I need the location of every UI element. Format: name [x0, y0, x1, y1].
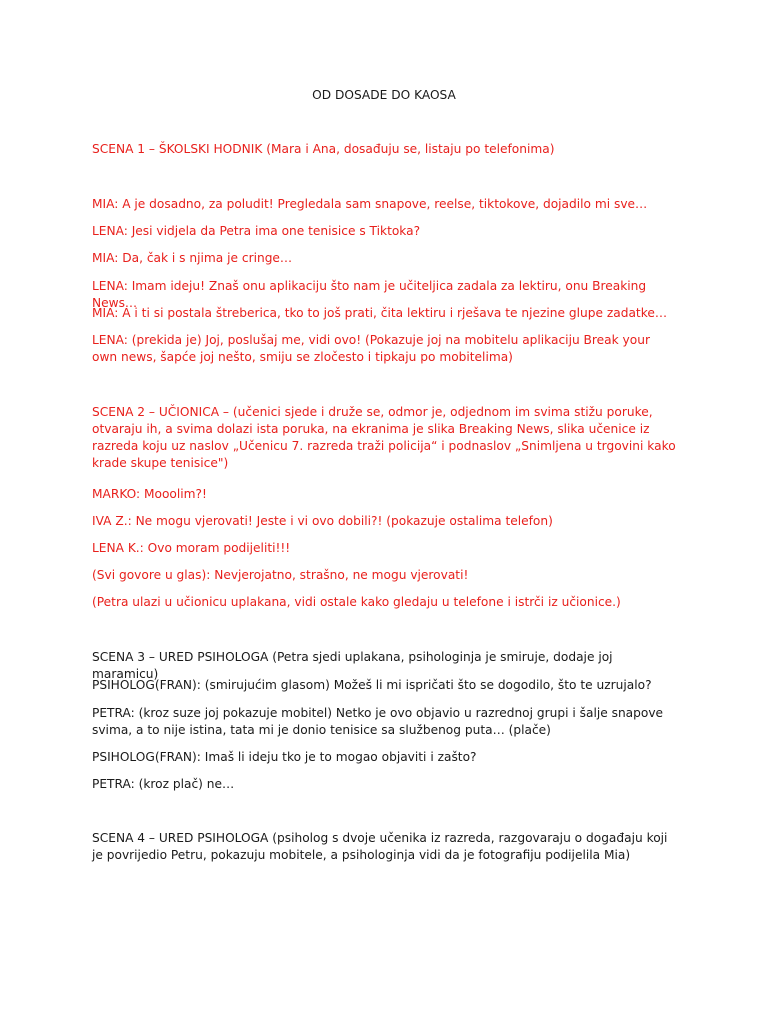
scene-3-line: PETRA: (kroz suze joj pokazuje mobitel) Netko je ovo objavio u razrednoj grupi i šalje snapove svima, a to nije istina, tata mi je donio tenisice sa službenog puta… (plače)	[92, 706, 664, 737]
scene-2-line: MARKO: Mooolim?!	[92, 487, 207, 501]
scene-2-heading: SCENA 2 – UČIONICA – (učenici sjede i druže se, odmor je, odjednom im svima stižu poruke, otvaraju ih, a svima dolazi ista poruka, na ekranima je slika Breaking News, slika učenice iz razreda koju uz naslov „Učenicu 7. razreda traži policija“ i podnaslov „Snimljena u trgovini kako krade skupe tenisice")	[92, 405, 676, 470]
scene-2-line: (Svi govore u glas): Nevjerojatno, strašno, ne mogu vjerovati!	[92, 568, 469, 582]
scene-1-heading: SCENA 1 – ŠKOLSKI HODNIK (Mara i Ana, dosađuju se, listaju po telefonima)	[92, 142, 555, 156]
scene-2-line: IVA Z.: Ne mogu vjerovati! Jeste i vi ovo dobili?! (pokazuje ostalima telefon)	[92, 514, 553, 528]
scene-1-line: LENA: Jesi vidjela da Petra ima one tenisice s Tiktoka?	[92, 224, 421, 238]
scene-3-heading: SCENA 3 – URED PSIHOLOGA (Petra sjedi uplakana, psihologinja je smiruje, dodaje joj maramicu)	[92, 650, 613, 681]
scene-2-line: LENA K.: Ovo moram podijeliti!!!	[92, 541, 291, 555]
scene-4-heading: SCENA 4 – URED PSIHOLOGA (psiholog s dvoje učenika iz razreda, razgovaraju o događaju koji je povrijedio Petru, pokazuju mobitele, a psihologinja vidi da je fotografiju podijelila Mia)	[92, 831, 668, 862]
scene-1-line: MIA: A i ti si postala štreberica, tko to još prati, čita lektiru i rješava te njezine glupe zadatke…	[92, 306, 668, 320]
scene-1-line: MIA: A je dosadno, za poludit! Pregledala sam snapove, reelse, tiktokove, dojadilo mi sve…	[92, 197, 648, 211]
scene-2-line: (Petra ulazi u učionicu uplakana, vidi ostale kako gledaju u telefone i istrči iz učionice.)	[92, 595, 621, 609]
scene-3-line: PETRA: (kroz plač) ne…	[92, 777, 235, 791]
scene-1-line: LENA: Imam ideju! Znaš onu aplikaciju što nam je učiteljica zadala za lektiru, onu Breaking News…	[92, 279, 647, 310]
scene-1-line: LENA: (prekida je) Joj, poslušaj me, vidi ovo! (Pokazuje joj na mobitelu aplikaciju Break your own news, šapće joj nešto, smiju se zločesto i tipkaju po mobitelima)	[92, 333, 650, 364]
document-title: OD DOSADE DO KAOSA	[312, 88, 456, 102]
scene-3-line: PSIHOLOG(FRAN): (smirujućim glasom) Možeš li mi ispričati što se dogodilo, što te uzrujalo?	[92, 678, 652, 692]
scene-1-line: MIA: Da, čak i s njima je cringe…	[92, 251, 293, 265]
scene-3-line: PSIHOLOG(FRAN): Imaš li ideju tko je to mogao objaviti i zašto?	[92, 750, 477, 764]
